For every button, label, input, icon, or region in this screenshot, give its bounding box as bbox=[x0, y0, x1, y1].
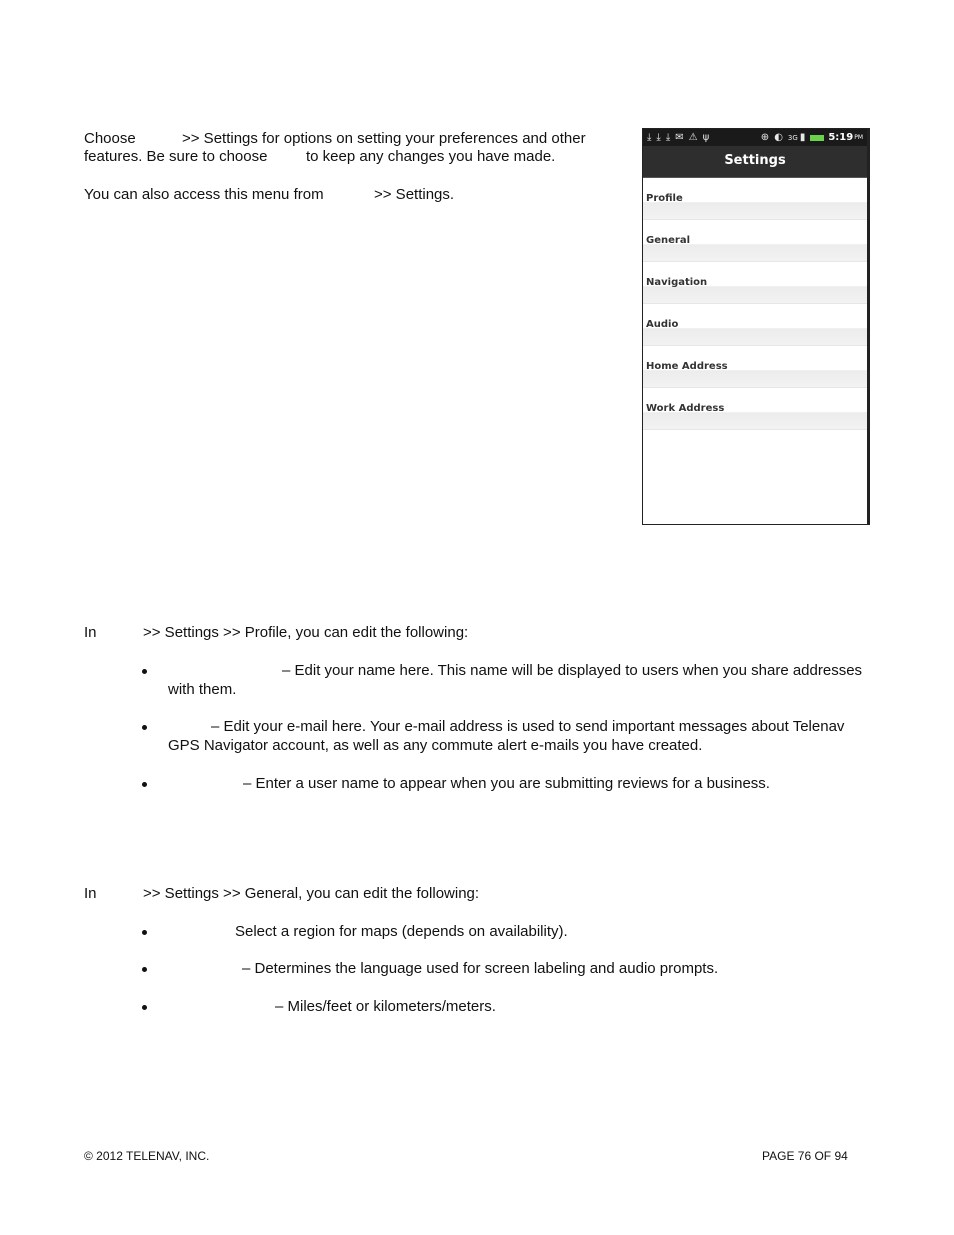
general-bullet-1-line-1: Select a region for maps (depends on availability). bbox=[235, 923, 568, 940]
intro-line-2-b: to keep any changes you have made. bbox=[306, 148, 556, 165]
bullet-icon bbox=[142, 930, 147, 935]
status-time: 5:19 bbox=[828, 132, 854, 143]
menu-item-label: Audio bbox=[646, 319, 679, 330]
general-bullet-2-line-1: – Determines the language used for screen labeling and audio prompts. bbox=[242, 960, 719, 977]
phone-status-bar bbox=[643, 129, 867, 146]
menu-item-profile[interactable] bbox=[643, 178, 867, 220]
profile-bullet-3-line-1: – Enter a user name to appear when you are submitting reviews for a business. bbox=[243, 775, 770, 792]
intro-line-3-b: >> Settings. bbox=[374, 186, 455, 203]
bullet-icon bbox=[142, 782, 147, 787]
phone-title: Settings bbox=[643, 146, 867, 178]
menu-item-label: Home Address bbox=[646, 361, 728, 372]
battery-icon bbox=[810, 135, 824, 141]
menu-item-label: General bbox=[646, 235, 690, 246]
menu-item-work-address[interactable] bbox=[643, 388, 867, 430]
status-ampm: PM bbox=[854, 134, 863, 141]
bullet-icon bbox=[142, 967, 147, 972]
network-type-label: 3G bbox=[787, 133, 798, 142]
menu-item-general[interactable] bbox=[643, 220, 867, 262]
intro-line-1-a: Choose bbox=[84, 130, 136, 147]
menu-item-navigation[interactable] bbox=[643, 262, 867, 304]
general-intro-b: >> Settings >> General, you can edit the following: bbox=[143, 885, 480, 902]
bullet-icon bbox=[142, 1005, 147, 1010]
usb-icon: ψ bbox=[702, 132, 710, 143]
gps-icon: ⊕ bbox=[760, 132, 770, 143]
signal-icon: ▮ bbox=[799, 132, 806, 143]
general-intro-a: In bbox=[84, 885, 97, 902]
phone-settings-screenshot bbox=[642, 128, 870, 525]
mail-icon: ✉ bbox=[675, 132, 684, 143]
profile-intro-a: In bbox=[84, 624, 97, 641]
intro-line-2-a: features. Be sure to choose bbox=[84, 148, 268, 165]
download-icon: ⤓ bbox=[665, 132, 671, 143]
menu-item-home-address[interactable] bbox=[643, 346, 867, 388]
intro-line-1-b: >> Settings for options on setting your preferences and other bbox=[182, 130, 586, 147]
profile-bullet-1-line-1: – Edit your name here. This name will be displayed to users when you share addresses bbox=[282, 662, 863, 679]
general-bullet-3-line-1: – Miles/feet or kilometers/meters. bbox=[275, 998, 496, 1015]
profile-bullet-1-line-2: with them. bbox=[168, 681, 237, 698]
download-icon: ⤓ bbox=[656, 132, 661, 143]
menu-item-label: Work Address bbox=[646, 403, 725, 414]
profile-bullet-2-line-1: – Edit your e-mail here. Your e-mail address is used to send important messages about Telenav bbox=[211, 718, 845, 735]
menu-item-label: Profile bbox=[646, 193, 683, 204]
vibrate-icon: ◐ bbox=[774, 132, 783, 143]
bullet-icon bbox=[142, 669, 147, 674]
profile-intro-b: >> Settings >> Profile, you can edit the following: bbox=[143, 624, 469, 641]
footer-page-number: PAGE 76 OF 94 bbox=[762, 1149, 848, 1163]
footer-copyright: © 2012 TELENAV, INC. bbox=[84, 1149, 210, 1163]
bullet-icon bbox=[142, 725, 147, 730]
menu-item-audio[interactable] bbox=[643, 304, 867, 346]
warning-icon: ⚠ bbox=[688, 132, 698, 143]
download-icon: ⤓ bbox=[647, 132, 652, 143]
intro-line-3-a: You can also access this menu from bbox=[84, 186, 324, 203]
menu-item-label: Navigation bbox=[646, 277, 708, 288]
profile-bullet-2-line-2: GPS Navigator account, as well as any commute alert e-mails you have created. bbox=[168, 737, 703, 754]
